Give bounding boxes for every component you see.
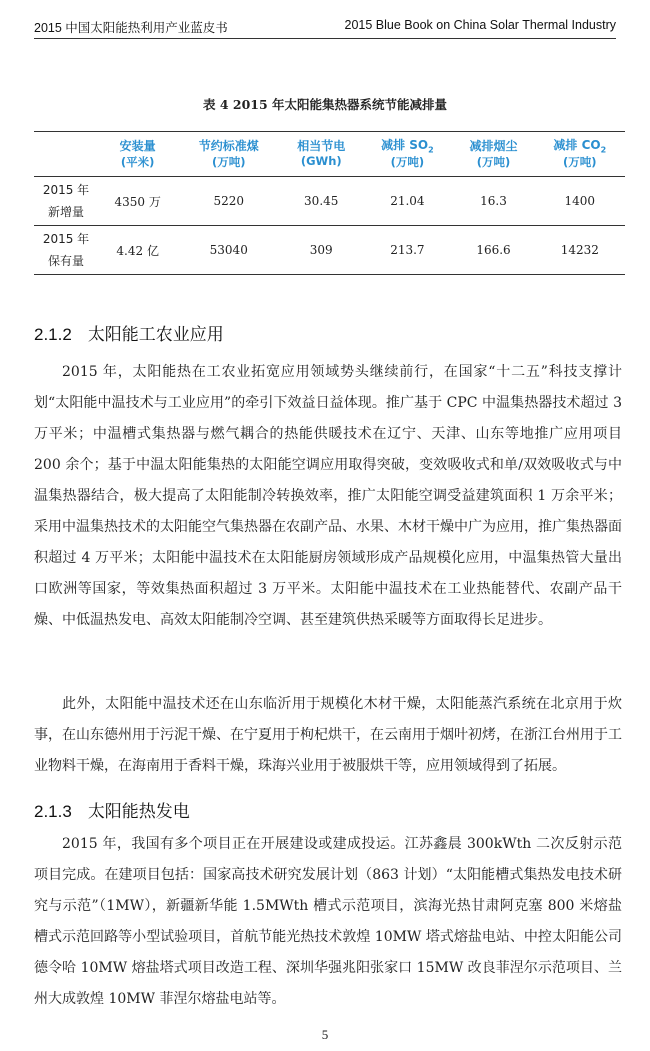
table-cell: 5220 [177, 177, 280, 226]
header-co2: 减排 $CO_2$ [535, 132, 625, 155]
unit-coal: (万吨) [177, 154, 280, 177]
unit-dust: (万吨) [452, 154, 534, 177]
table-cell: 53040 [177, 226, 280, 275]
unit-so2: (万吨) [362, 154, 452, 177]
header-rule [34, 38, 616, 39]
table-header-row [34, 132, 625, 155]
section-number: 2.1.3 [34, 802, 72, 821]
header-left-title: 2015 中国太阳能热利用产业蓝皮书 [34, 21, 228, 35]
table-cell: 4.42 亿 [98, 226, 177, 275]
section-heading-213 [34, 797, 190, 822]
table-cell: 1400 [535, 177, 625, 226]
unit-installed: (平米) [98, 154, 177, 177]
section-212-paragraph-2: 此外，太阳能中温技术还在山东临沂用于规模化木材干燥，太阳能蒸汽系统在北京用于炊事，在山东德州用于污泥干燥、在宁夏用于枸杞烘干，在云南用于烟叶初烤，在浙江台州用于工业物料干燥，在海南用于香料干燥，珠海兴业用于被服烘干等，应用领域得到了拓展。 [34, 696, 622, 774]
header-electricity: 相当节电 [280, 132, 362, 155]
header-coal: 节约标准煤 [177, 132, 280, 155]
page-number: 5 [321, 1027, 329, 1042]
table-cell: 16.3 [452, 177, 534, 226]
unit-co2: (万吨) [535, 154, 625, 177]
section-number: 2.1.2 [34, 325, 72, 344]
header-installed: 安装量 [98, 132, 177, 155]
header-dust: 减排烟尘 [452, 132, 534, 155]
section-heading-212 [34, 320, 224, 345]
row-label: 2015 年 新增量 [34, 177, 98, 226]
section-213-paragraph-1: 2015 年，我国有多个项目正在开展建设或建成投运。江苏鑫晨 300kWth 二次反射示范项目完成。在建项目包括：国家高技术研究发展计划（863 计划）“太阳能槽式集热发电技术研究与示范”（1MW），新疆新华能 1.5MWth 槽式示范项目，滨海光热甘肃阿克塞 800 米熔盐槽式示范回路等小型试验项目，首航节能光热技术敦煌 10MW 塔式熔盐电站、中控太阳能公司德令哈 10MW 熔盐塔式项目改造工程、深圳华强兆阳张家口 15MW 改良菲涅尔示范项目、兰州大成敦煌 10MW 菲涅尔熔盐电站等。 [34, 836, 622, 1007]
table-cell: 309 [280, 226, 362, 275]
table-row [34, 226, 625, 275]
unit-electricity: (GWh) [280, 154, 362, 177]
table-cell: 14232 [535, 226, 625, 275]
table-row [34, 177, 625, 226]
header-so2: 减排 $SO_2$ [362, 132, 452, 155]
table-unit-row [34, 154, 625, 177]
table-cell: 30.45 [280, 177, 362, 226]
section-212-paragraph-1: 2015 年，太阳能热在工农业拓宽应用领域势头继续前行，在国家“十二五”科技支撑计划“太阳能中温技术与工业应用”的牵引下效益日益体现。推广基于 CPC 中温集热器技术超过 3 万平米；中温槽式集热器与燃气耦合的热能供暖技术在辽宁、天津、山东等地推广应用项目 200 余个；基于中温太阳能集热的太阳能空调应用取得突破，变效吸收式和单/双效吸收式与中温集热器结合，极大提高了太阳能制冷转换效率，推广太阳能空调受益建筑面积 1 万余平米；采用中温集热技术的太阳能空气集热器在农副产品、水果、木材干燥中广为应用，推广集热器面积超过 4 万平米；太阳能中温技术在太阳能厨房领域形成产品规模化应用，中温集热管大量出口欧洲等国家，等效集热面积超过 3 万平米。太阳能中温技术在工业热能替代、农副产品干燥、中低温热发电、高效太阳能制冷空调、甚至建筑供热采暖等方面取得长足进步。 [34, 364, 622, 628]
table-cell: 213.7 [362, 226, 452, 275]
table-cell: 21.04 [362, 177, 452, 226]
energy-saving-table [34, 131, 625, 275]
section-title: 太阳能热发电 [87, 802, 190, 822]
section-title: 太阳能工农业应用 [87, 325, 224, 345]
running-header [34, 18, 616, 38]
table-cell: 166.6 [452, 226, 534, 275]
row-label: 2015 年 保有量 [34, 226, 98, 275]
header-right-title: 2015 Blue Book on China Solar Thermal Industry [344, 18, 616, 32]
table-caption: 表 4 2015 年太阳能集热器系统节能减排量 [202, 97, 448, 112]
table-cell: 4350 万 [98, 177, 177, 226]
header-corner [34, 132, 98, 155]
